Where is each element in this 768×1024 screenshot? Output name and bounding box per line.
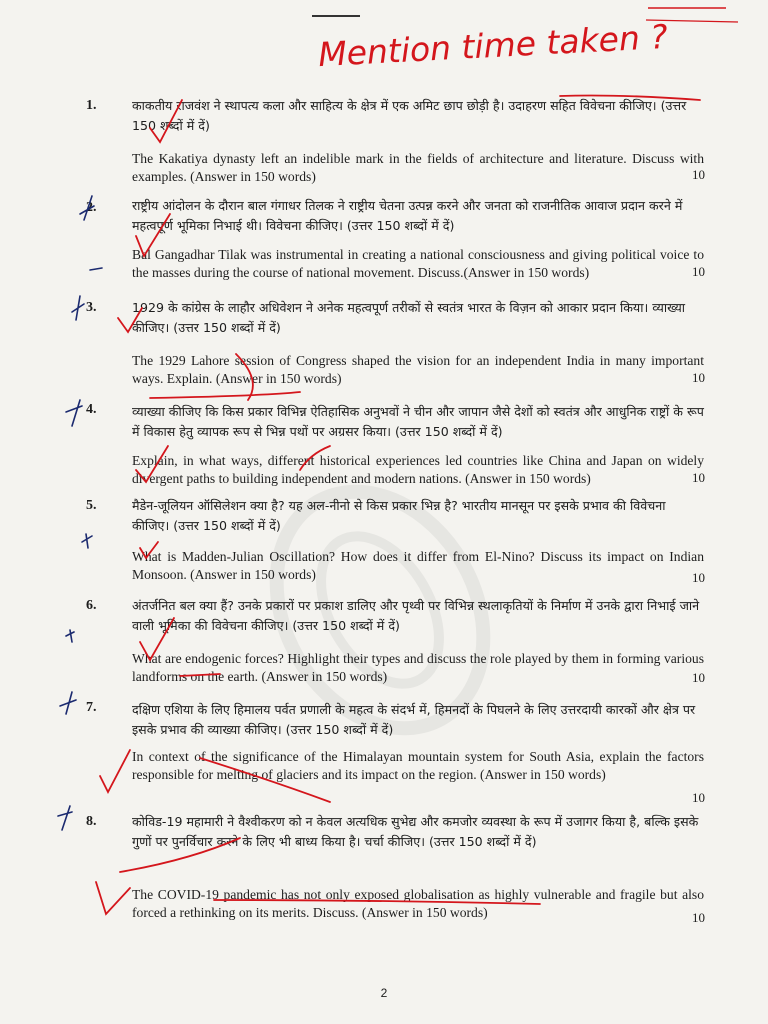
slash-q7 — [60, 692, 76, 714]
question-5-marks: 10 — [692, 570, 705, 585]
question-1-marks: 10 — [692, 167, 705, 182]
tick-mark-q8 — [96, 882, 130, 914]
question-6-english: What are endogenic forces? Highlight their types and discuss the role played by them in forming various landforms on the earth. (Answer in 150 words) — [132, 651, 704, 684]
question-2-hindi: राष्ट्रीय आंदोलन के दौरान बाल गंगाधर तिलक ने राष्ट्रीय चेतना उत्पन्न करने और जनता को राजनीतिक आवाज प्रदान करने में महत्वपूर्ण भूमिका निभाई थी। विवेचना कीजिए। (उत्तर 150 शब्दों में दें) — [132, 198, 683, 233]
question-8-hindi: कोविड-19 महामारी ने वैश्वीकरण को न केवल अत्यधिक सुभेद्य और कमजोर व्यवस्था के रूप में उजागर किया है, बल्कि इसके गुणों पर पुनर्विचार करने के लिए भी बाध्य किया है। चर्चा कीजिए। (उत्तर 150 शब्दों में दें) — [132, 814, 699, 849]
question-number-1: 1. — [86, 98, 97, 113]
reviewer-comment: Mention time taken ? — [317, 16, 669, 75]
question-number-6: 6. — [86, 598, 97, 613]
question-1-english: The Kakatiya dynasty left an indelible mark in the fields of architecture and literature. Discuss with examples. (Answer in 150 words) — [132, 151, 704, 184]
question-2-english: Bal Gangadhar Tilak was instrumental in creating a national consciousness and giving political voice to the masses during the course of national movement. Discuss.(Answer in 150 words) — [132, 247, 704, 280]
question-number-8: 8. — [86, 814, 97, 829]
question-number-7: 7. — [86, 700, 97, 715]
question-4-english: Explain, in what ways, different historical experiences led countries like China and Japan on widely divergent paths to building independent and modern nations. (Answer in 150 words) — [132, 453, 704, 486]
question-5-english: What is Madden-Julian Oscillation? How does it differ from El-Nino? Discuss its impact on Indian Monsoon. (Answer in 150 words) — [132, 549, 704, 582]
slash-q8 — [58, 806, 72, 830]
question-3-marks: 10 — [692, 370, 705, 385]
tick-mark-q7 — [100, 750, 130, 792]
question-5-hindi: मैडेन-जूलियन ऑसिलेशन क्या है? यह अल-नीनो से किस प्रकार भिन्न है? भारतीय मानसून पर इसके प्रभाव की विवेचना कीजिए। (उत्तर 150 शब्दों में दें) — [132, 498, 666, 533]
page-number: 2 — [380, 986, 388, 1000]
question-6-hindi: अंतर्जनित बल क्या हैं? उनके प्रकारों पर प्रकाश डालिए और पृथ्वी पर विभिन्न स्थलाकृतियों के निर्माण में उनके द्वारा निभाई जाने वाली भूमिका की विवेचना कीजिए। (उत्तर 150 शब्दों में दें) — [132, 598, 700, 633]
question-8-english: The COVID-19 pandemic has not only exposed globalisation as highly vulnerable and fragile but also forced a rethinking on its merits. Discuss. (Answer in 150 words) — [132, 887, 704, 920]
cross-q6 — [66, 630, 74, 642]
slash-q3 — [72, 296, 84, 320]
question-7-marks: 10 — [692, 790, 705, 805]
question-2-marks: 10 — [692, 264, 705, 279]
cross-q5 — [82, 534, 92, 548]
underline-q3 — [150, 392, 300, 398]
question-1-hindi: काकतीय राजवंश ने स्थापत्य कला और साहित्य के क्षेत्र में एक अमिट छाप छोड़ी है। उदाहरण सहित विवेचना कीजिए। (उत्तर 150 शब्दों में दें) — [132, 98, 687, 133]
question-number-3: 3. — [86, 300, 97, 315]
slash-q4 — [66, 400, 82, 426]
question-4-marks: 10 — [692, 470, 705, 485]
question-3-hindi: 1929 के कांग्रेस के लाहौर अधिवेशन ने अनेक महत्वपूर्ण तरीकों से स्वतंत्र भारत के विज़न को आकार प्रदान किया। व्याख्या कीजिए। (उत्तर 150 शब्दों में दें) — [132, 300, 686, 335]
question-number-5: 5. — [86, 498, 97, 513]
question-number-2: 2. — [86, 200, 97, 215]
question-7-hindi: दक्षिण एशिया के लिए हिमालय पर्वत प्रणाली के महत्व के संदर्भ में, हिमनदों के पिघलने के लिए उत्तरदायी कारकों और क्षेत्र पर इसके प्रभाव की व्याख्या कीजिए। (उत्तर 150 शब्दों में दें) — [132, 702, 696, 737]
dash-mark — [90, 268, 102, 270]
question-7-english: In context of the significance of the Himalayan mountain system for South Asia, explain the factors responsible for melting of glaciers and its impact on the region. (Answer in 150 words) — [132, 749, 704, 782]
question-8-marks: 10 — [692, 910, 705, 925]
question-number-4: 4. — [86, 402, 97, 417]
question-4-hindi: व्याख्या कीजिए कि किस प्रकार विभिन्न ऐतिहासिक अनुभवों ने चीन और जापान जैसे देशों को स्वतंत्र और आधुनिक राष्ट्रों के रूप में विकास हेतु व्यापक रूप से भिन्न पथों पर अग्रसर किया। (उत्तर 150 शब्दों में दें) — [132, 404, 704, 439]
question-3-english: The 1929 Lahore session of Congress shaped the vision for an independent India in many important ways. Explain. (Answer in 150 words) — [132, 353, 704, 386]
question-6-marks: 10 — [692, 670, 705, 685]
